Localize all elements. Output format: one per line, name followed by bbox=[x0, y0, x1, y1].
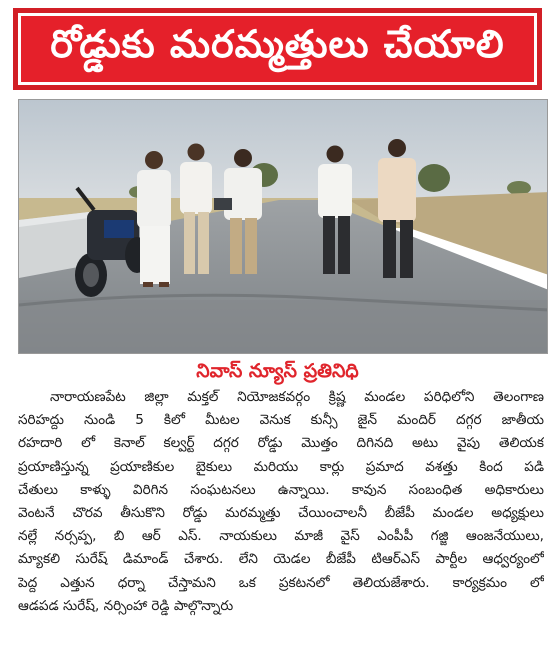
article-line: సరిహద్దు నుండి 5 కిలో మీటల వెనుక కున్సీ జైన్ మందిర్ దగ్గర జాతీయ bbox=[18, 412, 544, 429]
headline-banner bbox=[21, 16, 534, 82]
article-body bbox=[18, 386, 544, 618]
article-line: నల్లే నర్సప్ప, బి ఆర్ ఎస్. నాయకులు మాజీ వైస్ ఎంపీపీ గజ్జి ఆంజనేయులు, bbox=[18, 528, 544, 545]
article-line: వెంటనే చొరవ తీసుకొని రోడ్డు మరమ్మత్తు చేయించాలనీ బీజేపీ మండల అధ్యక్షులు bbox=[18, 505, 544, 522]
photo-roadside-group-icon bbox=[19, 100, 548, 354]
article-line: ప్రయాణిస్తున్న ప్రయాణికుల బైకులు మరియు కార్లు ప్రమాద వశత్తు కింద పడి bbox=[18, 458, 544, 475]
headline: రోడ్డుకు మరమ్మత్తులు చేయాలి bbox=[50, 22, 505, 66]
article-line: చేతులు కాళ్ళు విరిగిన సంఘటనలు ఉన్నాయి. కావున సంబంధిత అధికారులు bbox=[18, 481, 544, 498]
news-photo bbox=[18, 99, 548, 354]
headline-box bbox=[13, 8, 542, 90]
article-line: నారాయణపేట జిల్లా మక్తల్ నియోజకవర్గం క్రిష్ణ మండల పరిధిలోని తెలంగాణ bbox=[50, 389, 544, 405]
reporter-byline: నివాస్ న్యూస్ ప్రతినిధి bbox=[196, 360, 359, 382]
article-line: ఆడపడ సురేష్, నర్సింహా రెడ్డి పాల్గొన్నారు bbox=[18, 597, 234, 614]
article-line: పెద్ద ఎత్తున ధర్నా చేస్తామని ఒక ప్రకటనలో తెలియజేశారు. కార్యక్రమం లో bbox=[18, 574, 544, 591]
article-line: మ్యాకలి సురేష్ డిమాండ్ చేశారు. లేని యెడల బీజేపీ టిఆర్ఎస్ పార్టీల ఆధ్వర్యంలో bbox=[18, 551, 544, 568]
article-line: రహదారి లో కెనాల్ కల్వర్ట్ దగ్గర రోడ్డు మొత్తం దిగినది అటు వైపు తెలియక bbox=[18, 435, 544, 452]
